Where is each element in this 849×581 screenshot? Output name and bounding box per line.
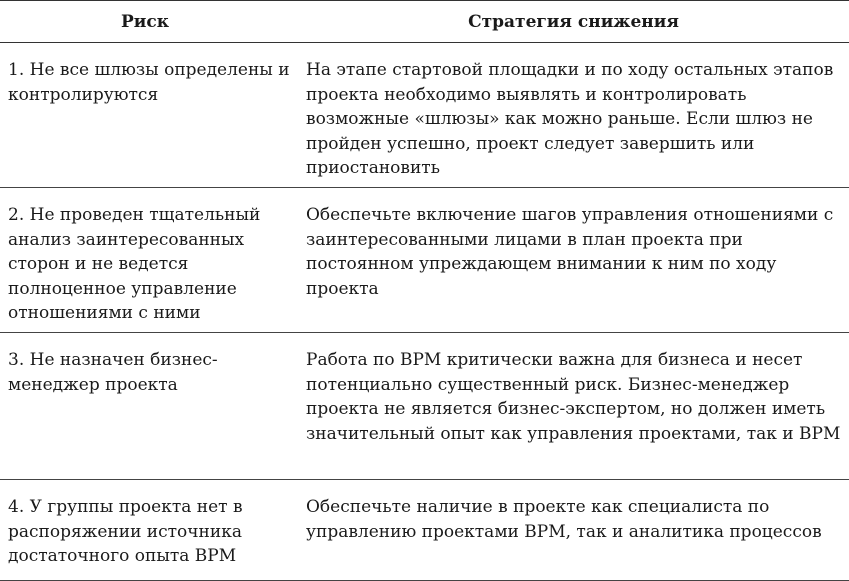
column-header-risk: Риск [0,1,298,43]
strategy-cell: Работа по BPM критически важна для бизнеса и несет потенциально существенный риск. Бизнес-менеджер проекта не является бизнес-экспертом, но должен иметь значительный опыт как управления проектами, так и BPM [298,333,849,480]
risk-cell: 3. Не назначен бизнес-менеджер проекта [0,333,298,480]
header-row [0,1,849,43]
strategy-cell: На этапе стартовой площадки и по ходу остальных этапов проекта необходимо выявлять и контролировать возможные «шлюзы» как можно раньше. Если шлюз не пройден успешно, проект следует завершить или приостановить [298,43,849,188]
risk-cell: 1. Не все шлюзы определены и контролируются [0,43,298,188]
risk-cell: 4. У группы проекта нет в распоряжении источника достаточного опыта BPM [0,480,298,581]
table-row [0,333,849,480]
table-row [0,480,849,581]
table-body [0,43,849,581]
table-header [0,1,849,43]
strategy-cell: Обеспечьте наличие в проекте как специалиста по управлению проектами BPM, так и аналитика процессов [298,480,849,581]
table-row [0,188,849,333]
table-row [0,43,849,188]
strategy-cell: Обеспечьте включение шагов управления отношениями с заинтересованными лицами в план проекта при постоянном упреждающем внимании к ним по ходу проекта [298,188,849,333]
risk-cell: 2. Не проведен тщательный анализ заинтересованных сторон и не ведется полноценное управление отношениями с ними [0,188,298,333]
column-header-strategy: Стратегия снижения [298,1,849,43]
